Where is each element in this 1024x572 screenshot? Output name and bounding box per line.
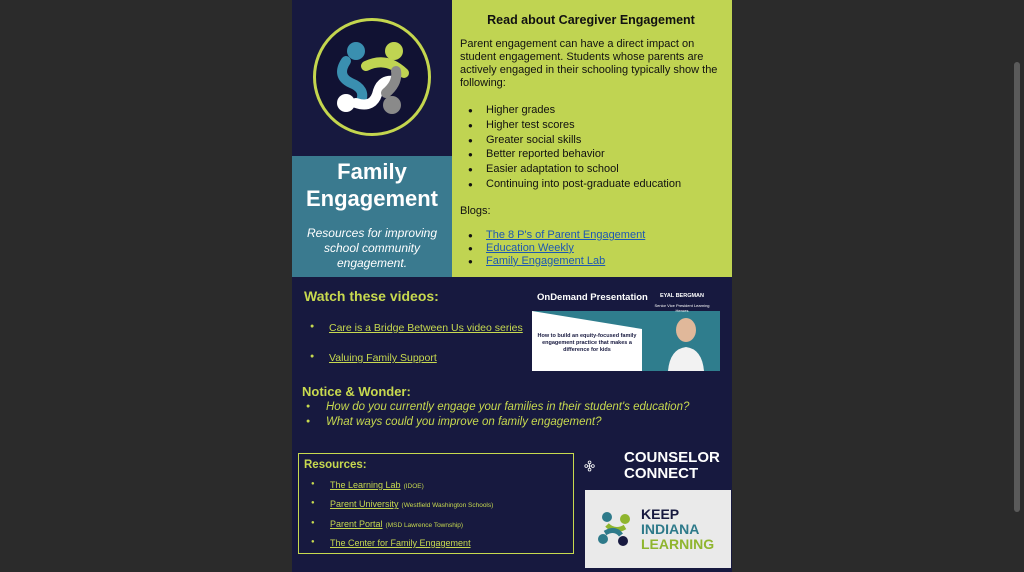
vertical-scrollbar[interactable] (1014, 62, 1020, 512)
resource-note: (Westfield Washington Schools) (401, 502, 494, 510)
list-item (468, 242, 722, 255)
resources-list (311, 480, 493, 557)
people-circle-logo-icon (313, 18, 431, 136)
video-thumbnail[interactable] (532, 285, 720, 379)
thumbnail-title: OnDemand Presentation (537, 292, 648, 303)
presenter-name: EYAL BERGMAN (659, 293, 704, 299)
resource-link[interactable]: Parent Portal (330, 518, 383, 529)
list-item: ● What ways could you improve on family engagement? (306, 416, 689, 431)
notice-heading: Notice & Wonder: (302, 384, 411, 399)
notice-list (306, 401, 689, 431)
list-item (311, 538, 493, 557)
brand-text: INDIANA (641, 521, 700, 537)
resource-link[interactable]: The Learning Lab (330, 480, 401, 490)
resources-heading: Resources: (304, 459, 367, 471)
blog-link[interactable]: Family Engagement Lab (486, 254, 606, 267)
read-heading: Read about Caregiver Engagement (487, 13, 695, 27)
videos-heading: Watch these videos: (304, 288, 439, 304)
brand-text: CONNECT (624, 465, 699, 482)
keep-indiana-learning-badge (585, 490, 731, 568)
benefits-list (468, 104, 722, 193)
videos-list (310, 322, 523, 382)
thumbnail-caption: How to build an equity-focused family engagement practice that makes a difference for kids (537, 333, 637, 353)
list-item (468, 255, 722, 268)
list-item (311, 499, 493, 518)
keep-indiana-learning-logo-icon (593, 507, 637, 551)
thumbnail-footer (532, 371, 720, 379)
page-subtitle: Resources for improving school community engagement. (306, 226, 438, 270)
brand-text: KEEP (641, 506, 680, 522)
video-link[interactable]: ● Care is a Bridge Between Us video series (310, 322, 523, 352)
page-title: Family Engagement (305, 159, 439, 211)
blogs-list (468, 229, 722, 268)
title-block (292, 156, 452, 277)
list-item: ● Greater social skills (468, 134, 722, 149)
brand-text: LEARNING (641, 536, 715, 552)
list-item: ● Continuing into post-graduate education (468, 178, 722, 193)
video-link[interactable]: ● Valuing Family Support (310, 352, 523, 382)
resource-note: (IDOE) (403, 483, 424, 490)
presenter-photo-icon (666, 313, 706, 371)
resource-link[interactable]: The Center for Family Engagement (330, 537, 471, 548)
list-item: ● Better reported behavior (468, 148, 722, 163)
list-item (311, 519, 493, 538)
list-item: ● How do you currently engage your families in their student's education? (306, 401, 689, 416)
blog-link[interactable]: Education Weekly (486, 241, 574, 254)
kil-wordmark (641, 507, 714, 552)
counselor-connect-wordmark (624, 450, 720, 482)
presenter-role: Senior Vice President Learning Heroes (654, 303, 710, 313)
resources-box (298, 453, 574, 554)
blog-link[interactable]: The 8 P's of Parent Engagement (486, 228, 646, 241)
resource-link[interactable]: Parent University (330, 499, 399, 510)
flyer-page (292, 0, 732, 572)
read-section (452, 0, 732, 277)
list-item: ● Higher test scores (468, 119, 722, 134)
counselor-connect-logo-icon (584, 445, 624, 487)
list-item: ● Easier adaptation to school (468, 163, 722, 178)
list-item (311, 480, 493, 499)
logo-block (292, 0, 452, 156)
read-intro: Parent engagement can have a direct impact on student engagement. Students whose parents are actively engaged in their schooling typically show the following: (460, 38, 718, 89)
list-item: ● Higher grades (468, 104, 722, 119)
blogs-label: Blogs: (460, 204, 491, 217)
list-item (468, 229, 722, 242)
resource-note: (MSD Lawrence Township) (385, 521, 464, 529)
brand-text: COUNSELOR (624, 449, 720, 466)
